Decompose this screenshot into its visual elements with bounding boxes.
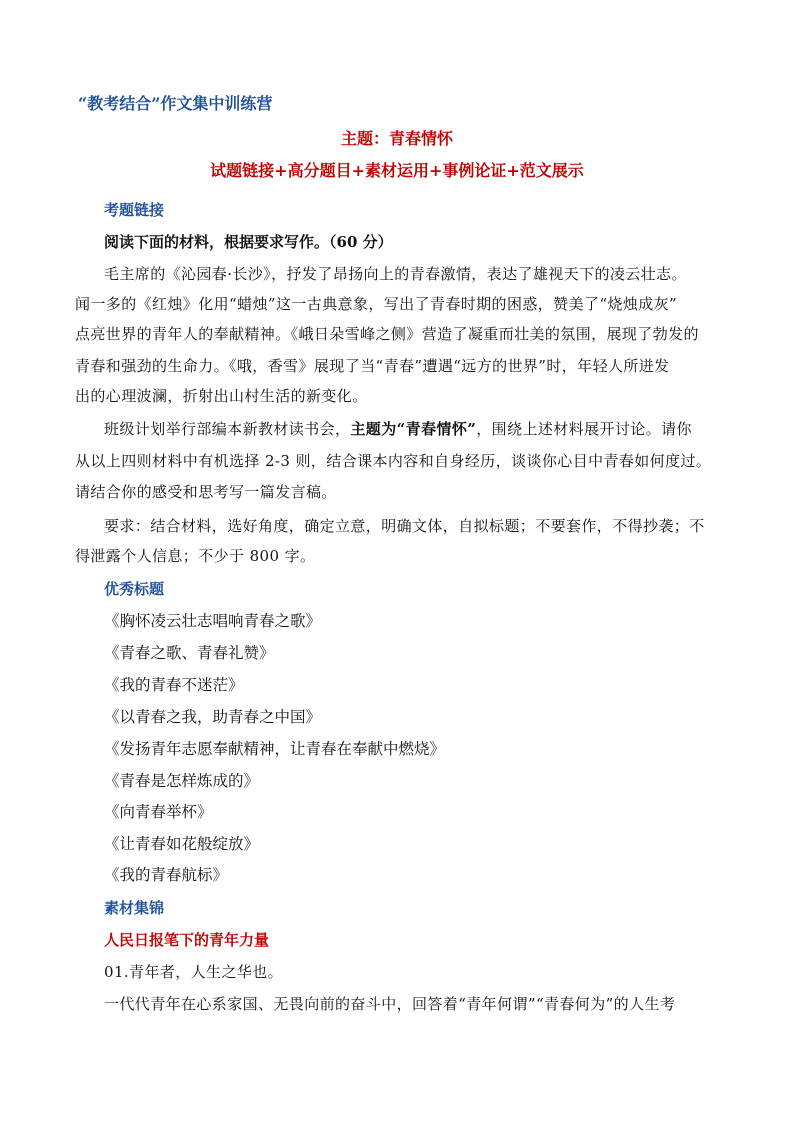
material-line: 毛主席的《沁园春·长沙》，抒发了昂扬向上的青春激情，表达了雄视天下的凌云壮志。 bbox=[104, 265, 687, 283]
exam-heading: 考题链接 bbox=[104, 201, 165, 219]
task-text-end: ，围绕上述材料展开讨论。请你 bbox=[476, 420, 692, 438]
material-item-text: 一代代青年在心系家国、无畏向前的奋斗中，回答着“青年何谓”“青春何为”的人生考 bbox=[104, 995, 676, 1013]
title-item: 《向青春举杯》 bbox=[104, 803, 213, 821]
material-line: 出的心理波澜，折射出山村生活的新变化。 bbox=[75, 387, 368, 405]
camp-title: “教考结合”作文集中训练营 bbox=[78, 94, 273, 113]
task-line: 从以上四则材料中有机选择 2-3 则，结合课本内容和自身经历，谈谈你心目中青春如何度过。 bbox=[75, 452, 712, 470]
title-item: 《以青春之我，助青春之中国》 bbox=[104, 708, 322, 726]
title-item: 《我的青春不迷茫》 bbox=[104, 676, 244, 694]
titles-heading: 优秀标题 bbox=[104, 580, 165, 598]
materials-heading: 素材集锦 bbox=[104, 899, 165, 917]
task-line: 请结合你的感受和思考写一篇发言稿。 bbox=[75, 483, 337, 501]
title-item: 《发扬青年志愿奉献精神，让青春在奉献中燃烧》 bbox=[104, 740, 446, 758]
material-line: 青春和强劲的生命力。《哦，香雪》展现了当“青春”遭遇“远方的世界”时，年轻人所迸发 bbox=[75, 357, 670, 375]
title-item: 《我的青春航标》 bbox=[104, 866, 229, 884]
title-item: 《让青春如花般绽放》 bbox=[104, 835, 260, 853]
exam-instruction: 阅读下面的材料，根据要求写作。（60 分） bbox=[104, 233, 393, 251]
title-item: 《青春之歌、青春礼赞》 bbox=[104, 644, 275, 662]
material-line: 闻一多的《红烛》化用“蜡烛”这一古典意象，写出了青春时期的困惑，赞美了“烧烛成灰” bbox=[75, 295, 678, 313]
requirement-line: 得泄露个人信息；不少于 800 字。 bbox=[75, 547, 316, 565]
task-paragraph bbox=[104, 418, 692, 440]
materials-subheading: 人民日报笔下的青年力量 bbox=[104, 931, 270, 949]
requirement-line: 要求：结合材料，选好角度，确定立意，明确文体，自拟标题；不要套作，不得抄袭；不 bbox=[104, 517, 705, 535]
task-theme: 主题为“青春情怀” bbox=[350, 420, 477, 438]
material-line: 点亮世界的青年人的奉献精神。《峨日朵雪峰之侧》营造了凝重而壮美的氛围，展现了勃发的 bbox=[75, 325, 699, 343]
task-text: 班级计划举行部编本新教材读书会， bbox=[104, 420, 351, 438]
title-item: 《胸怀凌云壮志唱响青春之歌》 bbox=[104, 612, 322, 630]
title-item: 《青春是怎样炼成的》 bbox=[104, 772, 260, 790]
material-item-number: 01.青年者，人生之华也。 bbox=[104, 963, 284, 981]
sections-line: 试题链接+高分题目+素材运用+事例论证+范文展示 bbox=[210, 161, 584, 180]
theme-title: 主题：青春情怀 bbox=[340, 129, 453, 148]
